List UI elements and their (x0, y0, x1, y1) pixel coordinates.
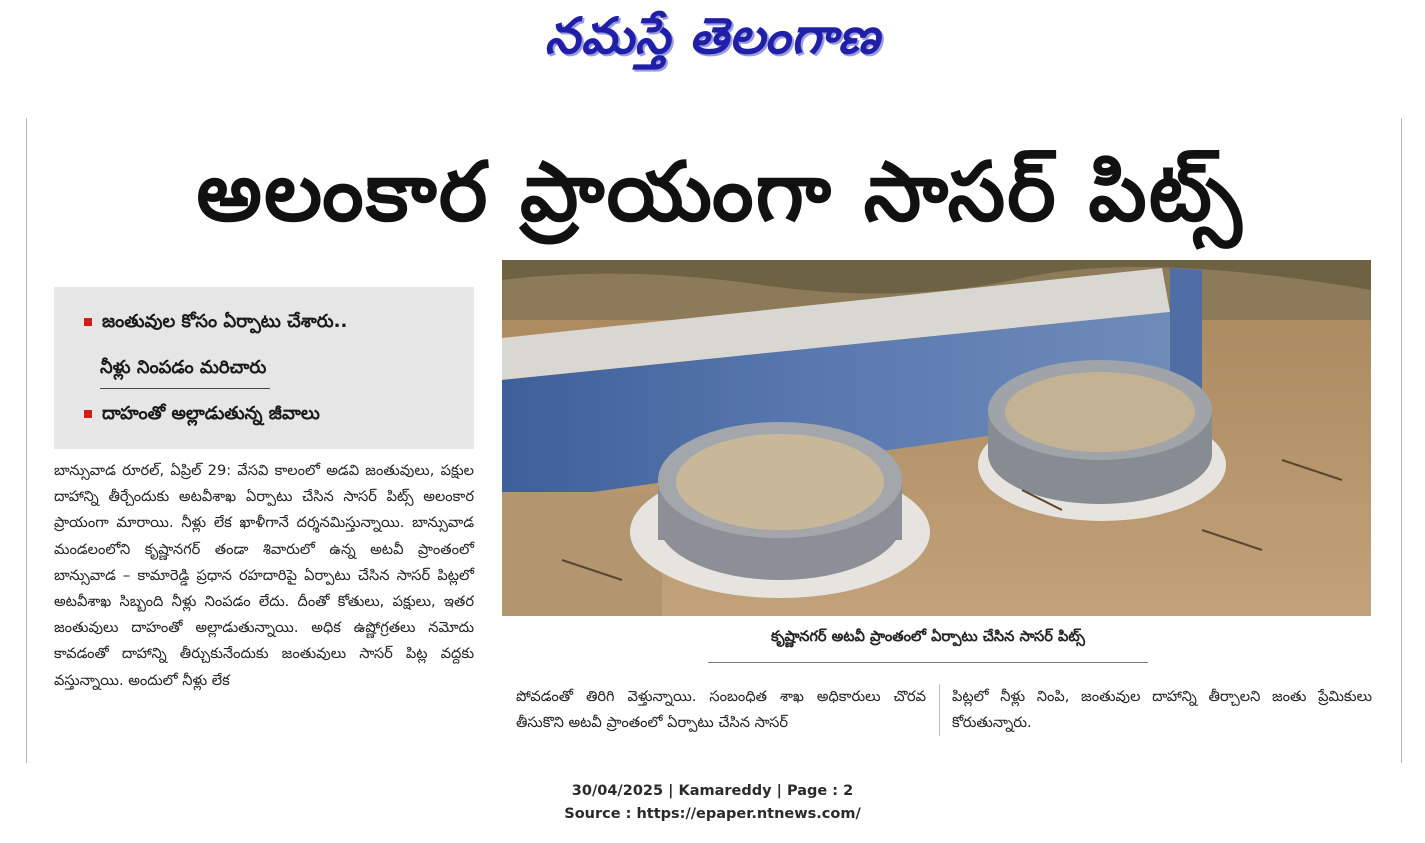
subhead-text: దాహంతో అల్లాడుతున్న జీవాలు (102, 403, 320, 424)
article-paragraph: పిట్లలో నీళ్లు నింపి, జంతువుల దాహాన్ని తీర్చాలని జంతు ప్రేమికులు కోరుతున్నారు. (952, 688, 1372, 732)
saucer-pits-photo-illustration (502, 260, 1371, 616)
masthead-title: నమస్తే తెలంగాణ (544, 6, 881, 65)
footer-date-edition: 30/04/2025 | Kamareddy | Page : 2 (571, 783, 854, 799)
bullet-square-icon (84, 318, 92, 326)
article-body-column-1 (54, 458, 474, 694)
column-divider (939, 684, 940, 736)
masthead (0, 6, 1425, 86)
subheads-box (54, 287, 474, 449)
article-photo (502, 260, 1371, 616)
article-headline: అలంకార ప్రాయంగా సాసర్ పిట్స్ (196, 145, 1244, 240)
article-body-column-3 (952, 684, 1372, 736)
photo-caption: కృష్ణానగర్ అటవీ ప్రాంతంలో ఏర్పాటు చేసిన సాసర్ పిట్స్ (771, 628, 1085, 645)
subhead-item (100, 357, 270, 389)
subhead-item (84, 311, 347, 336)
bullet-square-icon (84, 410, 92, 418)
footer-source: Source : https://epaper.ntnews.com/ (564, 806, 861, 822)
caption-underline (708, 662, 1148, 663)
article-paragraph: బాన్సువాడ రూరల్, ఏప్రిల్ 29: వేసవి కాలంలో అడవి జంతువులు, పక్షుల దాహాన్ని తీర్చేందుకు అటవీశాఖ ఏర్పాటు చేసిన సాసర్ పిట్స్ అలంకార ప్రాయంగా మారాయి. నీళ్లు లేక ఖాళీగానే దర్శనమిస్తున్నాయి. బాన్సువాడ మండలంలోని కృష్ణానగర్ తండా శివారులో ఉన్న అటవీ ప్రాంతంలో బాన్సువాడ – కామారెడ్డి ప్రధాన రహదారిపై ఏర్పాటు చేసిన సాసర్ పిట్లలో అటవీశాఖ సిబ్బంది నీళ్లు నింపడం లేదు. దీంతో కోతులు, పక్షులు, ఇతర జంతువులు దాహంతో అల్లాడుతున్నాయి. అధిక ఉష్ణోగ్రతలు నమోదు కావడంతో దాహాన్ని తీర్చుకునేందుకు జంతువులు సాసర్ పిట్ల వద్దకు వస్తున్నాయి. అందులో నీళ్లు లేక (54, 462, 474, 689)
article-body-column-2 (516, 684, 926, 736)
subhead-text: జంతువుల కోసం ఏర్పాటు చేశారు.. (102, 311, 348, 332)
subhead-item (84, 403, 320, 428)
page-footer (0, 780, 1425, 826)
subhead-text: నీళ్లు నింపడం మరిచారు (100, 357, 267, 378)
article-paragraph: పోవడంతో తిరిగి వెళ్తున్నాయి. సంబంధిత శాఖ అధికారులు చొరవ తీసుకొని అటవీ ప్రాంతంలో ఏర్పాటు చేసిన సాసర్ (516, 688, 926, 732)
